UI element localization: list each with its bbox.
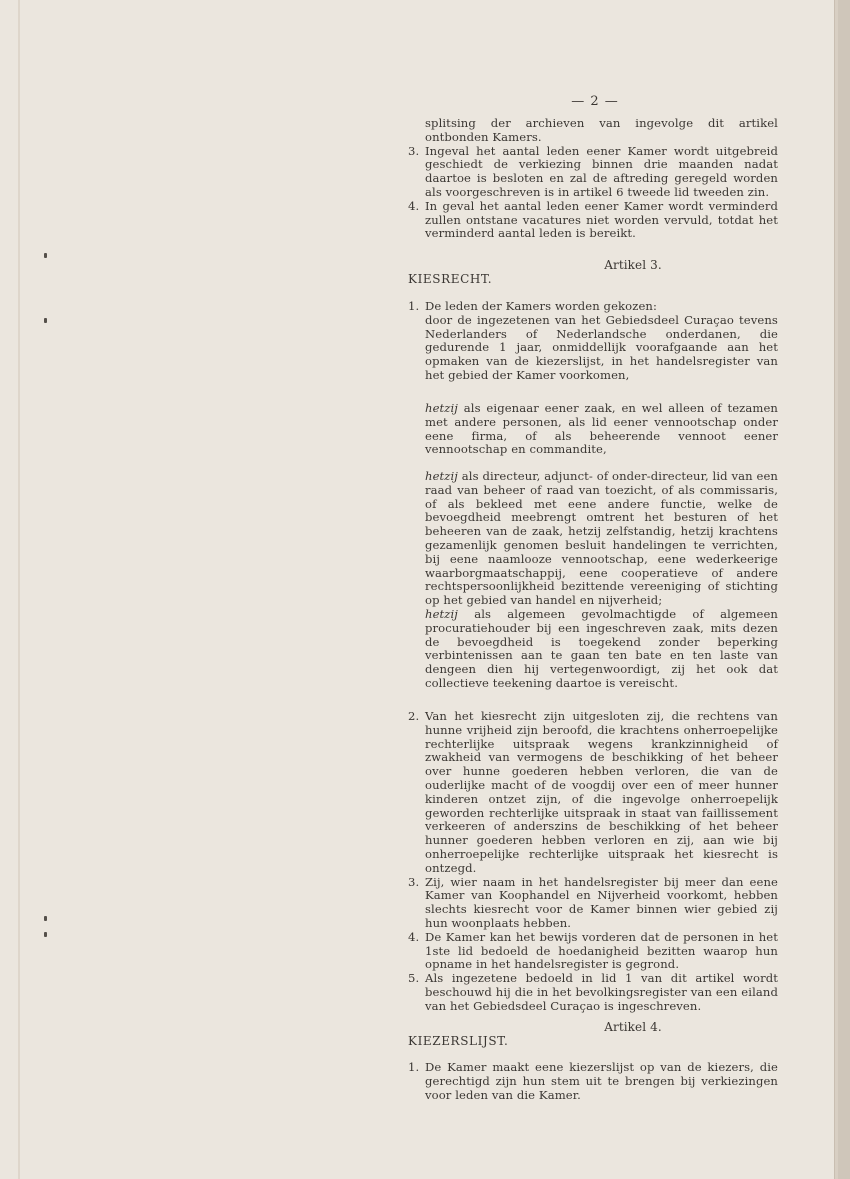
list-item <box>408 876 778 931</box>
artikel-4-items <box>408 1061 778 1102</box>
artikel-3-label: Artikel 3. <box>604 258 662 272</box>
item-text: De Kamer kan het bewijs vorderen dat de personen in het 1ste lid bedoeld de hoedanigheid bezitten waarop hun opname in het handelsregister is gegrond. <box>425 929 778 972</box>
page-number: — 2 — <box>571 94 619 109</box>
paragraph <box>408 470 778 608</box>
binding-hole-mark <box>44 916 47 921</box>
item-text: Ingeval het aantal leden eener Kamer wordt uitgebreid geschiedt de verkiezing binnen drie maanden nadat daartoe is besloten en zal de aftreding geregeld worden als voorgeschreven is in artikel 6 tweede lid tweeden zin. <box>425 143 778 199</box>
item-number: 4. <box>408 198 420 213</box>
list-item <box>408 145 778 200</box>
item-text: Van het kiesrecht zijn uitgesloten zij, die rechtens van hunne vrijheid zijn beroofd, die krachtens onherroepelijke rechterlijke uitspraak wegens krankzinnigheid of zwakheid van vermogens de beschikking of het beheer over hunne goederen hebben verloren, die van de ouderlijke macht of de voogdij over een of meer hunner kinderen ontzet zijn, of die ingevolge onherroepelijk geworden rechterlijke uitspraak in staat van faillissement verkeeren of anderszins de beschikking of het beheer hunner goederen hebben verloren en zij, aan wie bij onherroepelijke rechterlijke uitspraak het kiesrecht is ontzegd. <box>425 709 778 875</box>
paragraph-text: als eigenaar eener zaak, en wel alleen of tezamen met andere personen, als lid eener vennootschap onder eene firma, of als beheerende vennoot eener vennootschap en commandite, <box>425 401 778 457</box>
page-edge <box>838 0 850 1179</box>
list-item <box>408 300 778 314</box>
binding-hole-mark <box>44 318 47 323</box>
item-number: 1. <box>408 299 420 313</box>
margin-line <box>18 0 20 1179</box>
continuation-text: splitsing der archieven van ingevolge dit artikel ontbonden Kamers. <box>425 116 778 144</box>
item-number: 1. <box>408 1060 420 1074</box>
item-text: Als ingezetene bedoeld in lid 1 van dit artikel wordt beschouwd hij die in het bevolkingsregister van een eiland van het Gebiedsdeel Curaçao is ingeschreven. <box>425 971 778 1013</box>
paragraph-text: als algemeen gevolmachtigde of algemeen procuratiehouder bij een ingeschreven zaak, mits dezen de bevoegdheid is toegekend zonder beperking verbintenissen aan te gaan ten bate en ten laste van dengeen dien hij vertegenwoordigt, zij het ook dat collectieve teekening daartoe is vereischt. <box>425 606 778 690</box>
paragraph-text: als directeur, adjunct- of onder-directeur, lid van een raad van beheer of raad van toezicht, of als commissaris, of als bekleed met eene andere functie, welke de bevoegdheid meebrengt omtrent het besturen of het beheeren van de zaak, hetzij zelfstandig, hetzij krachtens gezamenlijk genomen besluit handelingen te verrichten, bij eene naamlooze vennootschap, eene wederkeerige waarborgmaatschappij, eene cooperatieve of andere rechtspersoonlijkheid bezittende vereeniging of stichting op het gebied van handel en nijverheid; <box>425 469 778 608</box>
artikel-3-heading: KIESRECHT. <box>408 272 493 286</box>
artikel-3-hetzij-2 <box>408 470 778 691</box>
artikel-4-label: Artikel 4. <box>604 1020 662 1034</box>
list-item <box>408 200 778 241</box>
item-intro: De leden der Kamers worden gekozen: <box>425 299 657 313</box>
item-number: 3. <box>408 874 420 889</box>
paragraph: door de ingezetenen van het Gebiedsdeel Curaçao tevens Nederlanders of Nederlandsche onderdanen, die gedurende 1 jaar, onmiddellijk voorafgaande aan het opmaken van de kiezerslijst, in het handelsregister van het gebied der Kamer voorkomen, <box>425 312 778 382</box>
list-item <box>408 931 778 972</box>
artikel-2-continuation <box>408 117 778 241</box>
list-item <box>408 972 778 1013</box>
hetzij-label: hetzij <box>425 606 458 621</box>
artikel-3-items <box>408 710 778 1014</box>
binding-hole-mark <box>44 932 47 937</box>
paragraph <box>408 608 778 691</box>
artikel-4-heading: KIEZERSLIJST. <box>408 1034 509 1048</box>
artikel-3-item-1 <box>408 300 778 383</box>
item-number: 3. <box>408 143 420 158</box>
hetzij-label: hetzij <box>425 401 458 415</box>
artikel-3-hetzij-1 <box>408 402 778 457</box>
hetzij-label: hetzij <box>425 469 458 483</box>
item-number: 5. <box>408 971 420 986</box>
item-text: In geval het aantal leden eener Kamer wordt verminderd zullen ontstane vacatures niet worden vervuld, totdat het verminderd aantal leden is bereikt. <box>425 198 778 241</box>
paragraph <box>408 402 778 457</box>
item-number: 4. <box>408 929 420 944</box>
item-number: 2. <box>408 709 420 723</box>
list-item <box>408 710 778 876</box>
item-text: Zij, wier naam in het handelsregister bij meer dan eene Kamer van Koophandel en Nijverheid voorkomt, hebben slechts kiesrecht voor de Kamer binnen wier gebied zij hun woonplaats hebben. <box>425 874 778 930</box>
list-item <box>408 1061 778 1102</box>
binding-hole-mark <box>44 253 47 258</box>
item-text: De Kamer maakt eene kiezerslijst op van de kiezers, die gerechtigd zijn hun stem uit te brengen bij verkiezingen voor leden van die Kamer. <box>425 1060 778 1102</box>
